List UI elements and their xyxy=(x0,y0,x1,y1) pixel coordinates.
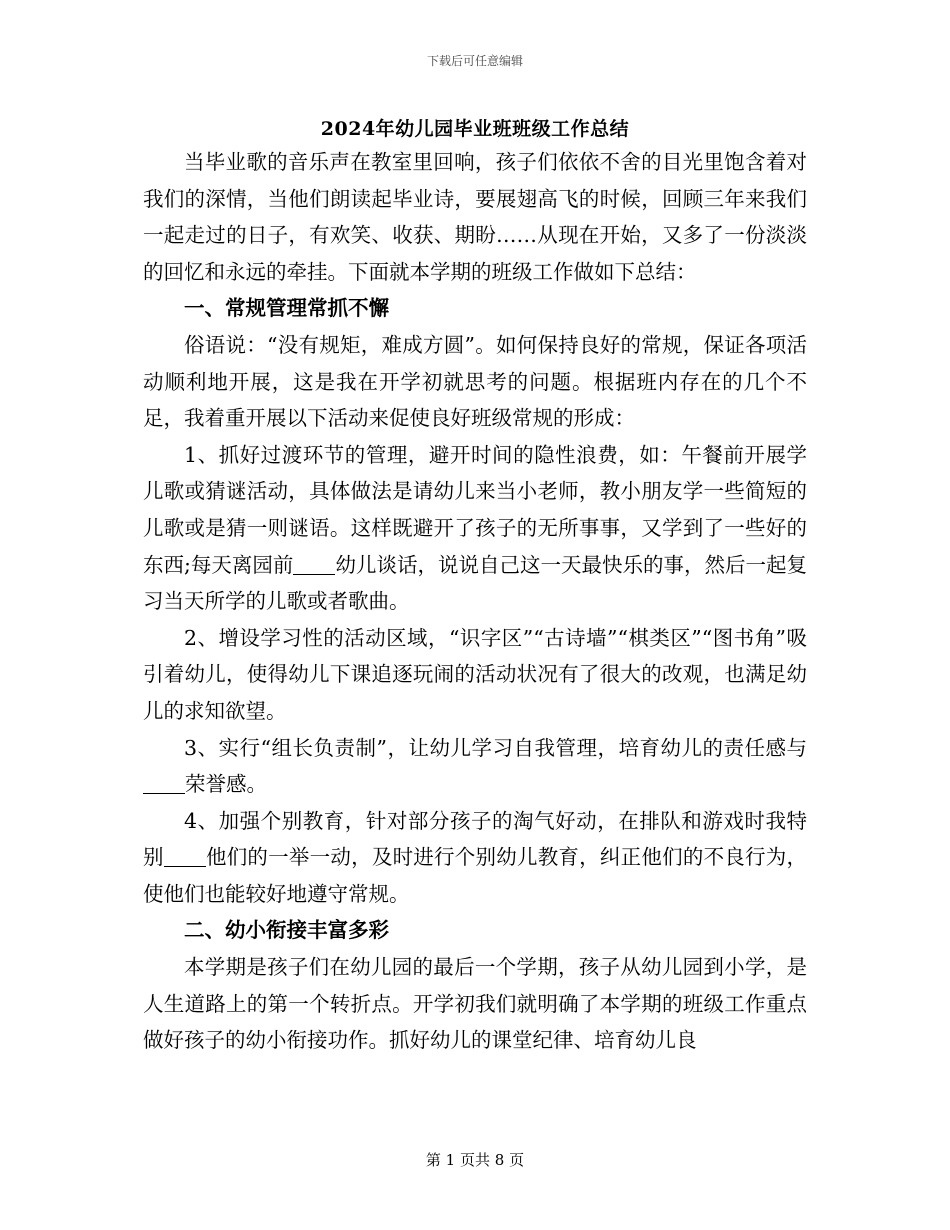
paragraph-intro: 当毕业歌的音乐声在教室里回响，孩子们依依不舍的目光里饱含着对我们的深情，当他们朗读起毕业诗，要展翅高飞的时候，回顾三年来我们一起走过的日子，有欢笑、收获、期盼……从现在开始，又多了一份淡淡的回忆和永远的牵挂。下面就本学期的班级工作做如下总结： xyxy=(143,150,807,284)
section-heading-1: 一、常规管理常抓不懈 xyxy=(184,296,389,321)
paragraph-item-3-part-b: 荣誉感。 xyxy=(185,772,267,797)
paragraph-item-1 xyxy=(143,437,807,620)
paragraph-routine-intro: 俗语说：“没有规矩，难成方圆”。如何保持良好的常规，保证各项活动顺利地开展，这是我在开学初就思考的问题。根据班内存在的几个不足，我着重开展以下活动来促使良好班级常规的形成： xyxy=(143,332,807,431)
fill-blank xyxy=(293,554,335,575)
document-body xyxy=(143,144,807,1059)
paragraph-item-3-part-a: 3、实行“组长负责制”，让幼儿学习自我管理，培育幼儿的责任感与 xyxy=(184,735,807,760)
page-header: 下载后可任意编辑 xyxy=(426,54,523,68)
paragraph-item-2: 2、增设学习性的活动区域，“识字区”“古诗墙”“棋类区”“图书角”吸引着幼儿，使得幼儿下课追逐玩闹的活动状况有了很大的改观，也满足幼儿的求知欲望。 xyxy=(143,625,807,723)
page-footer: 第 1 页共 8 页 xyxy=(425,1151,525,1169)
paragraph-item-3 xyxy=(143,730,807,803)
paragraph-item-4-part-a: 4、加强个别教育，针对部分孩子的淘气好动，在排队和游戏时我特别 xyxy=(143,808,807,870)
paragraph-item-4 xyxy=(143,803,807,913)
document-title: 2024年幼儿园毕业班班级工作总结 xyxy=(320,118,630,140)
paragraph-item-1-part-a: 1、抓好过渡环节的管理，避开时间的隐性浪费，如：午餐前开展学儿歌或猜谜活动，具体做法是请幼儿来当小老师，教小朋友学一些简短的儿歌或是猜一则谜语。这样既避开了孩子的无所事事，又学到了一些好的东西;每天离园前 xyxy=(143,442,807,577)
paragraph-item-1-part-b: 幼儿谈话，说说自己这一天最快乐的事，然后一起复习当天所学的儿歌或者歌曲。 xyxy=(143,552,807,614)
section-heading-2: 二、幼小衔接丰富多彩 xyxy=(184,918,389,943)
fill-blank xyxy=(143,773,185,794)
paragraph-item-4-part-b: 他们的一举一动，及时进行个别幼儿教育，纠正他们的不良行为，使他们也能较好地遵守常规。 xyxy=(143,845,807,906)
paragraph-transition: 本学期是孩子们在幼儿园的最后一个学期，孩子从幼儿园到小学，是人生道路上的第一个转折点。开学初我们就明确了本学期的班级工作重点做好孩子的幼小衔接功作。抓好幼儿的课堂纪律、培育幼儿良 xyxy=(143,955,807,1053)
fill-blank xyxy=(164,846,206,867)
